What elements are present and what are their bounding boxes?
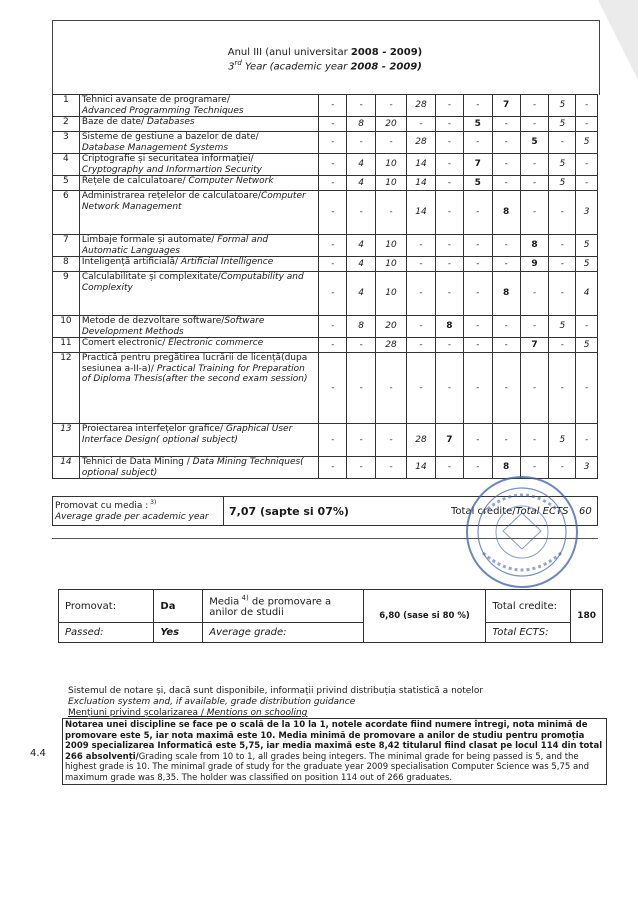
- course-number: 5: [53, 176, 80, 191]
- course-cell: 5: [549, 316, 576, 338]
- course-cell: -: [520, 353, 549, 424]
- course-cell: 3: [576, 191, 598, 235]
- course-cell: 8: [492, 457, 520, 479]
- course-cell: -: [463, 235, 492, 257]
- course-cell: -: [376, 132, 407, 154]
- course-title-en: Artificial Intelligence: [180, 257, 274, 267]
- course-row: [53, 353, 598, 424]
- course-cell: -: [492, 154, 520, 176]
- course-title-en: Cryptography and Informartion Security: [81, 164, 262, 175]
- course-row: [53, 132, 598, 154]
- course-cell: 3: [576, 457, 598, 479]
- course-cell: -: [549, 191, 576, 235]
- course-cell: 5: [576, 257, 598, 272]
- course-title-en: Practical Training for Preparation of Diploma Thesis(after the second exam session): [81, 363, 308, 384]
- course-cell: 10: [376, 272, 407, 316]
- course-cell: -: [319, 457, 347, 479]
- course-cell: 5: [549, 117, 576, 132]
- overall-average: 6,80 (sase si 80 %): [363, 590, 486, 643]
- course-cell: -: [347, 191, 376, 235]
- course-cell: -: [319, 117, 347, 132]
- course-cell: -: [407, 272, 436, 316]
- courses-table: [52, 94, 598, 479]
- course-cell: 9: [520, 257, 549, 272]
- course-cell: -: [435, 191, 463, 235]
- total-credits-label: Total credite/Total ECTS: [451, 506, 569, 517]
- university-seal-stamp: [463, 473, 581, 591]
- course-cell: -: [520, 424, 549, 457]
- course-title-en: Advanced Programming Techniques: [81, 105, 244, 116]
- course-cell: -: [319, 154, 347, 176]
- course-title-ro: Calculabilitate și complexitate/: [81, 272, 221, 282]
- course-title-en: Computability and Complexity: [81, 272, 304, 293]
- course-cell: -: [319, 353, 347, 424]
- course-cell: -: [463, 338, 492, 353]
- course-cell: 8: [492, 272, 520, 316]
- section-number: 4.4: [30, 748, 46, 759]
- course-cell: -: [520, 117, 549, 132]
- course-cell: -: [576, 424, 598, 457]
- schooling-mentions-heading: Mențiuni privind școlarizarea / Mentions on schooling: [68, 708, 308, 718]
- course-cell: 10: [376, 257, 407, 272]
- course-cell: -: [319, 424, 347, 457]
- course-title: [79, 117, 318, 132]
- average-grade-label: Average grade:: [203, 623, 363, 643]
- course-cell: -: [549, 132, 576, 154]
- summary-label-en: Average grade per academic year: [55, 512, 209, 522]
- course-number: 6: [53, 191, 80, 235]
- course-title: [79, 338, 318, 353]
- course-title-ro: Proiectarea interfețelor grafice/: [81, 424, 226, 434]
- total-ects-label: Total ECTS:: [486, 623, 571, 643]
- course-cell: 28: [376, 338, 407, 353]
- course-title-en: Software Development Methods: [81, 316, 265, 337]
- course-cell: 8: [520, 235, 549, 257]
- course-number: 3: [53, 132, 80, 154]
- course-title: [79, 424, 318, 457]
- course-cell: -: [435, 353, 463, 424]
- course-cell: -: [492, 117, 520, 132]
- grading-system-heading-en: Excluation system and, if available, grade distribution guidance: [68, 697, 356, 707]
- course-cell: -: [463, 257, 492, 272]
- course-number: 4: [53, 154, 80, 176]
- course-cell: -: [520, 191, 549, 235]
- course-cell: 4: [347, 235, 376, 257]
- course-number: 7: [53, 235, 80, 257]
- course-title-ro: Criptografie și securitatea informației/: [81, 154, 254, 164]
- course-cell: 10: [376, 176, 407, 191]
- course-cell: 14: [407, 154, 436, 176]
- course-row: [53, 338, 598, 353]
- course-cell: -: [435, 272, 463, 316]
- course-cell: 5: [549, 95, 576, 117]
- course-cell: 28: [407, 424, 436, 457]
- course-cell: -: [576, 95, 598, 117]
- course-title: [79, 457, 318, 479]
- course-cell: -: [549, 272, 576, 316]
- summary-label-ro: Promovat cu media : $^{3)}$: [55, 499, 157, 511]
- course-cell: -: [407, 353, 436, 424]
- course-cell: 5: [549, 424, 576, 457]
- course-title-en: Databases: [146, 117, 195, 127]
- course-number: 9: [53, 272, 80, 316]
- course-cell: -: [463, 316, 492, 338]
- course-cell: 28: [407, 95, 436, 117]
- course-cell: -: [463, 95, 492, 117]
- course-cell: -: [407, 316, 436, 338]
- course-number: 13: [53, 424, 80, 457]
- course-cell: -: [319, 132, 347, 154]
- course-cell: -: [492, 235, 520, 257]
- grading-notes-en: Grading scale from 10 to 1, all grades being integers. The minimal grade for being passed is 5, and the highest grade is 10. The minimal grade of study for the graduate year 2009 specialisation Computer Science was 5,75 and maximum grade was 8,35. The holder was classified on position 114 out of 266 graduates.: [65, 751, 589, 783]
- course-cell: -: [520, 272, 549, 316]
- course-title-ro: Administrarea rețelelor de calculatoare/: [81, 191, 261, 201]
- course-cell: 5: [520, 132, 549, 154]
- course-cell: 8: [435, 316, 463, 338]
- course-cell: -: [347, 338, 376, 353]
- course-cell: -: [435, 457, 463, 479]
- course-row: [53, 95, 598, 117]
- course-cell: -: [492, 257, 520, 272]
- year-title-ro: Anul III (anul universitar 2008 - 2009): [227, 47, 423, 58]
- course-cell: -: [376, 95, 407, 117]
- course-title-ro: Tehnici de Data Mining /: [81, 457, 193, 467]
- course-title-en: Electronic commerce: [168, 338, 264, 348]
- course-cell: -: [549, 338, 576, 353]
- course-cell: 14: [407, 457, 436, 479]
- course-number: 1: [53, 95, 80, 117]
- course-title-ro: Baze de date/: [81, 117, 147, 127]
- course-cell: 5: [576, 338, 598, 353]
- course-cell: 4: [347, 154, 376, 176]
- overall-total-credits: 180: [571, 590, 603, 643]
- course-cell: -: [492, 353, 520, 424]
- grading-system-heading: Sistemul de notare și, dacă sunt disponibile, informații privind distribuția statistică a notelor: [68, 686, 484, 696]
- course-title: [79, 191, 318, 235]
- promovat-label: Promovat:: [59, 590, 154, 623]
- course-cell: 20: [376, 316, 407, 338]
- course-row: [53, 117, 598, 132]
- course-cell: 20: [376, 117, 407, 132]
- passed-value: Yes: [154, 623, 203, 643]
- course-cell: -: [376, 191, 407, 235]
- course-cell: -: [492, 338, 520, 353]
- course-title-ro: Limbaje formale și automate/: [81, 235, 218, 245]
- course-title: [79, 235, 318, 257]
- course-title-ro: Comert electronic/: [81, 338, 169, 348]
- course-cell: -: [347, 457, 376, 479]
- course-cell: -: [319, 316, 347, 338]
- course-title-ro: Metode de dezvoltare software/: [81, 316, 225, 326]
- course-title-en: Graphical User Interface Design( optional subject): [81, 424, 293, 445]
- course-cell: -: [435, 176, 463, 191]
- course-cell: -: [435, 338, 463, 353]
- course-cell: -: [435, 132, 463, 154]
- course-cell: -: [463, 353, 492, 424]
- course-cell: -: [576, 117, 598, 132]
- course-cell: -: [319, 272, 347, 316]
- course-number: 8: [53, 257, 80, 272]
- course-number: 2: [53, 117, 80, 132]
- course-title: [79, 132, 318, 154]
- course-row: [53, 316, 598, 338]
- course-title-en: Computer Network Management: [81, 191, 306, 212]
- course-cell: -: [463, 457, 492, 479]
- course-cell: -: [319, 191, 347, 235]
- course-cell: -: [463, 424, 492, 457]
- course-title: [79, 176, 318, 191]
- course-cell: -: [492, 132, 520, 154]
- course-cell: 4: [347, 257, 376, 272]
- course-cell: -: [435, 257, 463, 272]
- course-cell: -: [319, 257, 347, 272]
- course-title-ro: Inteligență artificială/: [81, 257, 181, 267]
- course-cell: 14: [407, 176, 436, 191]
- course-cell: -: [407, 338, 436, 353]
- course-title-en: Computer Network: [188, 176, 274, 186]
- course-cell: -: [492, 316, 520, 338]
- course-cell: -: [576, 176, 598, 191]
- course-cell: -: [463, 191, 492, 235]
- course-cell: -: [435, 235, 463, 257]
- course-title: [79, 316, 318, 338]
- course-cell: -: [520, 316, 549, 338]
- total-credits-value: 60: [579, 506, 592, 517]
- page-corner-shadow: [598, 0, 638, 80]
- course-title: [79, 353, 318, 424]
- course-cell: 4: [576, 272, 598, 316]
- course-cell: -: [492, 176, 520, 191]
- passed-label: Passed:: [59, 623, 154, 643]
- course-cell: -: [407, 117, 436, 132]
- course-cell: -: [549, 457, 576, 479]
- course-cell: -: [520, 95, 549, 117]
- course-title-ro: Practică pentru pregătirea lucrării de licență(dupa sesiunea a-II-a)/: [81, 353, 308, 374]
- course-cell: 28: [407, 132, 436, 154]
- course-cell: -: [549, 235, 576, 257]
- course-title-en: Formal and Automatic Languages: [81, 235, 269, 256]
- year-title-en: 3rd Year (academic year 2008 - 2009): [228, 59, 422, 73]
- course-cell: -: [520, 154, 549, 176]
- course-title: [79, 257, 318, 272]
- grading-notes-ro: Notarea unei discipline se face pe o scală de la 10 la 1, notele acordate fiind numere întregi, nota minimă de promovare este 5, iar nota maximă este 10. Media minimă de promovare a anilor de studiu pentru promoția 2009 specializarea Informatică este 5,75, iar media maximă este 8,42 titularul fiind clasat pe locul 114 din total 266 absolvenți/: [65, 720, 603, 762]
- course-row: [53, 424, 598, 457]
- course-cell: 8: [347, 316, 376, 338]
- course-cell: -: [319, 235, 347, 257]
- course-cell: -: [435, 95, 463, 117]
- course-number: 14: [53, 457, 80, 479]
- course-title-en: Database Management Systems: [81, 142, 229, 153]
- course-cell: 4: [347, 272, 376, 316]
- course-cell: -: [463, 132, 492, 154]
- course-number: 12: [53, 353, 80, 424]
- course-row: [53, 257, 598, 272]
- course-cell: -: [347, 424, 376, 457]
- course-cell: -: [319, 95, 347, 117]
- course-title-en: Data Mining Techniques( optional subject): [81, 457, 304, 478]
- course-cell: -: [376, 424, 407, 457]
- course-cell: 5: [463, 176, 492, 191]
- course-cell: 8: [347, 117, 376, 132]
- course-cell: 7: [435, 424, 463, 457]
- course-cell: 7: [492, 95, 520, 117]
- course-number: 11: [53, 338, 80, 353]
- course-cell: -: [549, 353, 576, 424]
- course-cell: -: [435, 117, 463, 132]
- course-cell: -: [407, 257, 436, 272]
- course-cell: -: [347, 353, 376, 424]
- course-cell: 4: [347, 176, 376, 191]
- course-cell: -: [319, 338, 347, 353]
- media-label: Media $^{4)}$ de promovare a anilor de studii: [203, 590, 363, 623]
- course-cell: -: [347, 132, 376, 154]
- course-cell: 10: [376, 235, 407, 257]
- course-cell: 5: [549, 176, 576, 191]
- course-cell: -: [347, 95, 376, 117]
- course-title: [79, 95, 318, 117]
- course-cell: -: [576, 316, 598, 338]
- course-cell: -: [376, 353, 407, 424]
- course-cell: 8: [492, 191, 520, 235]
- summary-divider: [223, 497, 224, 525]
- course-row: [53, 176, 598, 191]
- course-cell: 5: [576, 235, 598, 257]
- course-cell: -: [520, 457, 549, 479]
- grading-notes-box: [62, 718, 607, 785]
- course-cell: 14: [407, 191, 436, 235]
- course-title: [79, 272, 318, 316]
- course-cell: 5: [463, 117, 492, 132]
- course-row: [53, 154, 598, 176]
- course-cell: 5: [549, 154, 576, 176]
- course-cell: 7: [463, 154, 492, 176]
- course-cell: 10: [376, 154, 407, 176]
- course-row: [53, 191, 598, 235]
- course-cell: -: [463, 272, 492, 316]
- promovat-value: Da: [154, 590, 203, 623]
- course-cell: 7: [520, 338, 549, 353]
- course-cell: -: [520, 176, 549, 191]
- course-cell: -: [319, 176, 347, 191]
- course-cell: -: [576, 154, 598, 176]
- course-title-ro: Tehnici avansate de programare/: [81, 95, 230, 105]
- course-number: 10: [53, 316, 80, 338]
- course-cell: -: [492, 424, 520, 457]
- course-cell: 5: [576, 132, 598, 154]
- course-cell: -: [576, 353, 598, 424]
- course-cell: -: [435, 154, 463, 176]
- course-title-ro: Rețele de calculatoare/: [81, 176, 189, 186]
- course-cell: -: [376, 457, 407, 479]
- promotion-table: [58, 589, 603, 643]
- course-title: [79, 154, 318, 176]
- total-credite-label: Total credite:: [486, 590, 571, 623]
- course-title-ro: Sisteme de gestiune a bazelor de date/: [81, 132, 259, 142]
- course-cell: -: [407, 235, 436, 257]
- annual-average: 7,07 (sapte si 07%): [229, 505, 349, 518]
- course-row: [53, 272, 598, 316]
- course-cell: -: [549, 257, 576, 272]
- course-row: [53, 235, 598, 257]
